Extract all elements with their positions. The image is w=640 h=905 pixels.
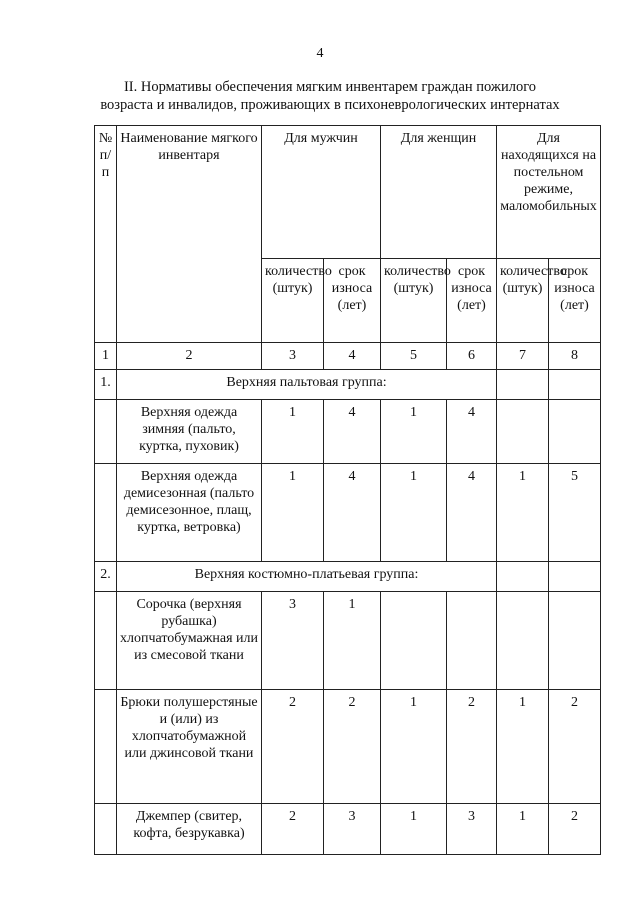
item-name: Верхняя одежда демисезонная (пальто демисезонное, плащ, куртка, ветровка): [117, 464, 262, 562]
title-line-2: возраста и инвалидов, проживающих в психоневрологических интернатах: [100, 97, 560, 113]
men-qty: 1: [262, 400, 324, 464]
col-number: 5: [381, 343, 447, 370]
bed-qty: 1: [497, 804, 549, 855]
women-term: 2: [447, 690, 497, 804]
bed-term: [549, 400, 601, 464]
col-number: 3: [262, 343, 324, 370]
women-term: 4: [447, 464, 497, 562]
group-row: [95, 562, 601, 592]
empty-cell: [497, 562, 549, 592]
group-row: [95, 370, 601, 400]
table-row: [95, 464, 601, 562]
header-bedridden: Для находящихся на постельном режиме, маломобильных: [497, 126, 601, 259]
norms-table: [94, 125, 601, 855]
women-term: [447, 592, 497, 690]
men-term: 4: [324, 400, 381, 464]
empty-cell: [95, 804, 117, 855]
men-qty: 1: [262, 464, 324, 562]
table-row: [95, 592, 601, 690]
col-number: 6: [447, 343, 497, 370]
item-name: Верхняя одежда зимняя (пальто, куртка, пуховик): [117, 400, 262, 464]
women-qty: 1: [381, 804, 447, 855]
document-title: [60, 78, 600, 114]
men-qty: 3: [262, 592, 324, 690]
men-qty: 2: [262, 804, 324, 855]
col-number: 4: [324, 343, 381, 370]
bed-term: 2: [549, 804, 601, 855]
page-number: 4: [316, 46, 324, 61]
col-number: 7: [497, 343, 549, 370]
women-qty: 1: [381, 464, 447, 562]
col-number: 2: [117, 343, 262, 370]
item-name: Брюки полушерстяные и (или) из хлопчатобумажной или джинсовой ткани: [117, 690, 262, 804]
empty-cell: [497, 370, 549, 400]
men-term: 4: [324, 464, 381, 562]
header-women-term: срок износа (лет): [447, 259, 497, 343]
header-men-qty: количество (штук): [262, 259, 324, 343]
header-women: Для женщин: [381, 126, 497, 259]
empty-cell: [549, 370, 601, 400]
empty-cell: [95, 400, 117, 464]
men-term: 3: [324, 804, 381, 855]
bed-qty: 1: [497, 464, 549, 562]
header-bed-qty: количество (штук): [497, 259, 549, 343]
group-title: Верхняя пальтовая группа:: [117, 370, 497, 400]
empty-cell: [95, 690, 117, 804]
women-term: 3: [447, 804, 497, 855]
item-name: Сорочка (верхняя рубашка) хлопчатобумажная или из смесовой ткани: [117, 592, 262, 690]
men-term: 1: [324, 592, 381, 690]
header-name: Наименование мягкого инвентаря: [117, 126, 262, 343]
group-number: 1.: [95, 370, 117, 400]
group-title: Верхняя костюмно-платьевая группа:: [117, 562, 497, 592]
bed-qty: 1: [497, 690, 549, 804]
women-term: 4: [447, 400, 497, 464]
empty-cell: [549, 562, 601, 592]
title-line-1: II. Нормативы обеспечения мягким инвентарем граждан пожилого: [123, 79, 537, 95]
group-number: 2.: [95, 562, 117, 592]
empty-cell: [95, 464, 117, 562]
header-women-qty: количество (штук): [381, 259, 447, 343]
col-number: 8: [549, 343, 601, 370]
col-number: 1: [95, 343, 117, 370]
column-number-row: [95, 343, 601, 370]
header-men: Для мужчин: [262, 126, 381, 259]
header-num: № п/п: [95, 126, 117, 343]
header-row-top: [95, 126, 601, 259]
women-qty: 1: [381, 690, 447, 804]
header-men-term: срок износа (лет): [324, 259, 381, 343]
empty-cell: [95, 592, 117, 690]
header-bed-term: срок износа (лет): [549, 259, 601, 343]
women-qty: 1: [381, 400, 447, 464]
bed-term: 5: [549, 464, 601, 562]
bed-term: [549, 592, 601, 690]
table-row: [95, 400, 601, 464]
bed-term: 2: [549, 690, 601, 804]
women-qty: [381, 592, 447, 690]
item-name: Джемпер (свитер, кофта, безрукавка): [117, 804, 262, 855]
bed-qty: [497, 592, 549, 690]
men-term: 2: [324, 690, 381, 804]
table-row: [95, 690, 601, 804]
bed-qty: [497, 400, 549, 464]
men-qty: 2: [262, 690, 324, 804]
table-row: [95, 804, 601, 855]
